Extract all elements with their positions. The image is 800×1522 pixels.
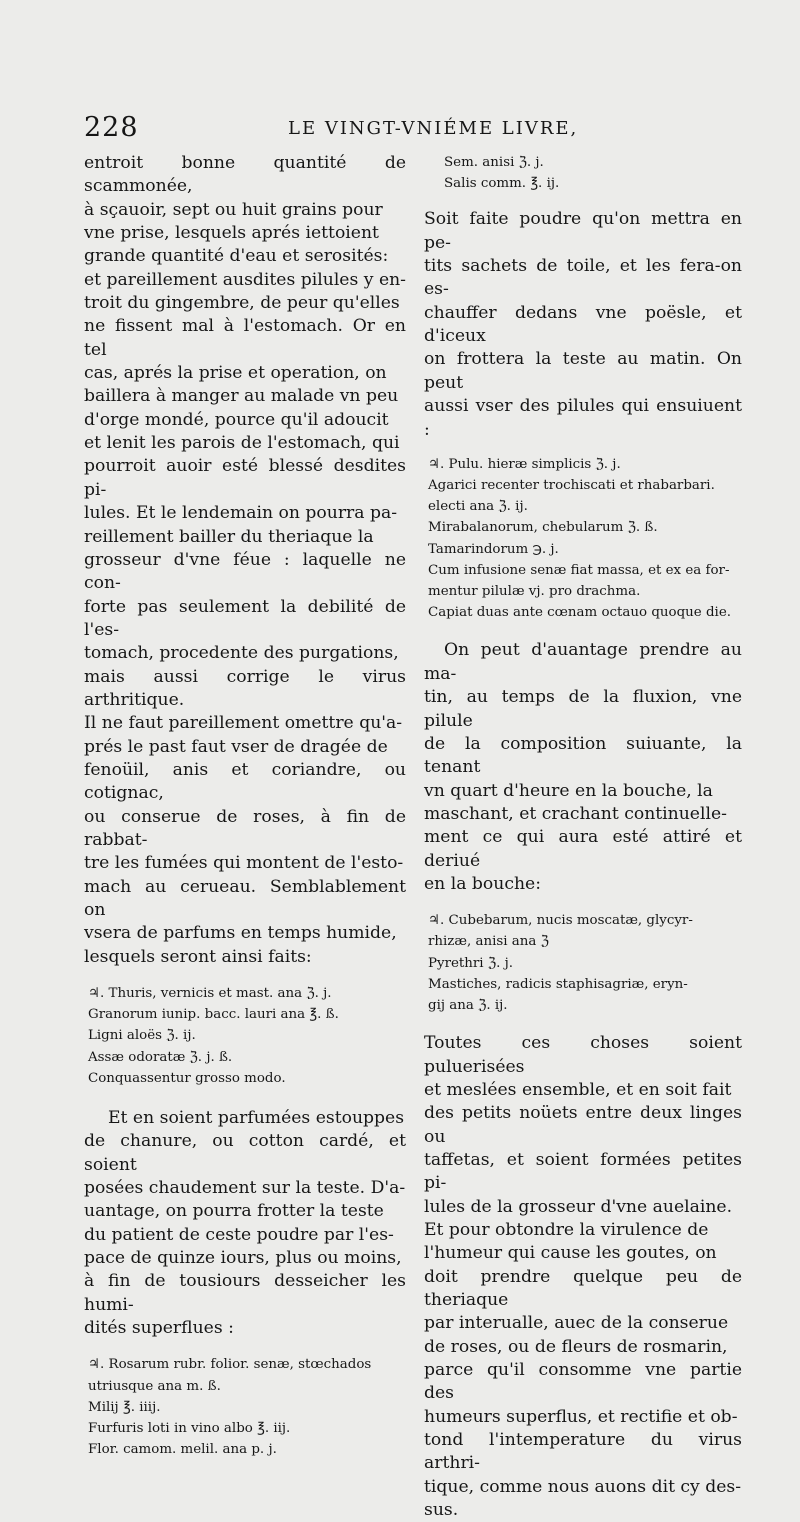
recipe-line: Conquassentur grosso modo. (88, 1070, 286, 1086)
recipe-block (428, 910, 742, 1016)
recipe-line: Mirabalanorum, chebularum ℨ. ß. (428, 520, 658, 536)
recipe-line: gij ana ℨ. ij. (428, 998, 508, 1014)
right-column (424, 152, 742, 1522)
recipe-line: ♃. Thuris, vernicis et mast. ana ℨ. j. (88, 986, 332, 1002)
recipe-line: Salis comm. ℥. ij. (444, 176, 560, 192)
left-column (84, 152, 406, 1461)
recipe-line: Pyrethri ℨ. j. (428, 955, 514, 971)
recipe-line: ♃. Pulu. hieræ simplicis ℨ. j. (428, 456, 621, 472)
recipe-line: Furfuris loti in vino albo ℥. iij. (88, 1421, 291, 1437)
recipe-block (444, 152, 742, 194)
recipe-line: rhizæ, anisi ana ℨ (428, 934, 549, 950)
paragraph: Et en soient parfumées estouppes de chanure, ou cotton cardé, et soient posées chaudement sur la teste. D'a- uantage, on pourra frotter la teste du patient de ceste poudre par l'es- pace de quinze iours, plus ou moins, à fin de tousiours desseicher les humi- dités superflues : (84, 1108, 406, 1339)
recipe-line: Agarici recenter trochiscati et rhabarbari. (428, 478, 715, 494)
paragraph: On peut d'auantage prendre au ma- tin, au temps de la fluxion, vne pilule de la composition suiuante, la tenant vn quart d'heure en la bouche, la maschant, et crachant continuelle- ment ce qui aura esté attiré et deriué en la bouche: (424, 640, 742, 894)
recipe-block (428, 454, 742, 624)
recipe-line: ♃. Cubebarum, nucis moscatæ, glycyr- (428, 913, 693, 929)
recipe-line: Tamarindorum ℈. j. (428, 541, 559, 557)
recipe-line: Milij ℥. iiij. (88, 1399, 161, 1415)
recipe-line: Assæ odoratæ ℨ. j. ß. (88, 1049, 233, 1065)
recipe-line: Capiat duas ante cœnam octauo quoque die. (428, 605, 732, 621)
running-title: LE VINGT-VNIÉME LIVRE, (288, 118, 579, 139)
recipe-line: mentur pilulæ vj. pro drachma. (428, 584, 641, 600)
recipe-line: Ligni aloës ℨ. ij. (88, 1028, 196, 1044)
recipe-block (88, 1354, 406, 1460)
recipe-line: ♃. Rosarum rubr. folior. senæ, stœchados (88, 1357, 372, 1373)
paragraph: Soit faite poudre qu'on mettra en pe- tits sachets de toile, et les fera-on es- chauffer dedans vne poësle, et d'iceux on frottera la teste au matin. On peut aussi vser des pilules qui ensuiuent : (424, 209, 742, 440)
paragraph: entroit bonne quantité de scammonée, à sçauoir, sept ou huit grains pour vne prise, lesquels aprés iettoient grande quantité d'eau et serosités: et pareillement ausdites pilules y en- troit du gingembre, de peur qu'elles ne fissent mal à l'estomach. Or en tel cas, aprés la prise et operation, on baillera à manger au malade vn peu d'orge mondé, pource qu'il adoucit et lenit les parois de l'estomach, qui pourroit auoir esté blessé desdites pi- lules. Et le lendemain on pourra pa- reillement bailler du theriaque la grosseur d'vne féue : laquelle ne con- forte pas seulement la debilité de l'es- tomach, procedente des purgations, mais aussi corrige le virus arthritique. Il ne faut pareillement omettre qu'a- prés le past faut vser de dragée de fenoüil, anis et coriandre, ou cotignac, ou conserue de roses, à fin de rabbat- tre les fumées qui montent de l'esto- mach au cerueau. Semblablement on vsera de parfums en temps humide, lesquels seront ainsi faits: (84, 153, 406, 967)
page-number: 228 (84, 112, 139, 143)
paragraph: Toutes ces choses soient puluerisées et meslées ensemble, et en soit fait des petits noüets entre deux linges ou taffetas, et soient formées petites pi- lules de la grosseur d'vne auelaine. Et pour obtondre la virulence de l'humeur qui cause les goutes, on doit prendre quelque peu de theriaque par interualle, auec de la conserue de roses, ou de fleurs de rosmarin, parce qu'il consomme vne partie des humeurs superflus, et rectifie et ob- tond l'intemperature du virus arthri- tique, comme nous auons dit cy des- sus. (424, 1033, 742, 1521)
recipe-line: Sem. anisi ℨ. j. (444, 155, 544, 170)
recipe-line: Cum infusione senæ fiat massa, et ex ea for- (428, 562, 730, 578)
recipe-line: electi ana ℨ. ij. (428, 499, 528, 515)
page-header (80, 112, 740, 148)
recipe-line: Mastiches, radicis staphisagriæ, eryn- (428, 976, 688, 992)
recipe-line: Granorum iunip. bacc. lauri ana ℥. ß. (88, 1007, 339, 1023)
recipe-block (88, 983, 406, 1089)
recipe-line: utriusque ana m. ß. (88, 1378, 221, 1394)
recipe-line: Flor. camom. melil. ana p. j. (88, 1442, 277, 1458)
